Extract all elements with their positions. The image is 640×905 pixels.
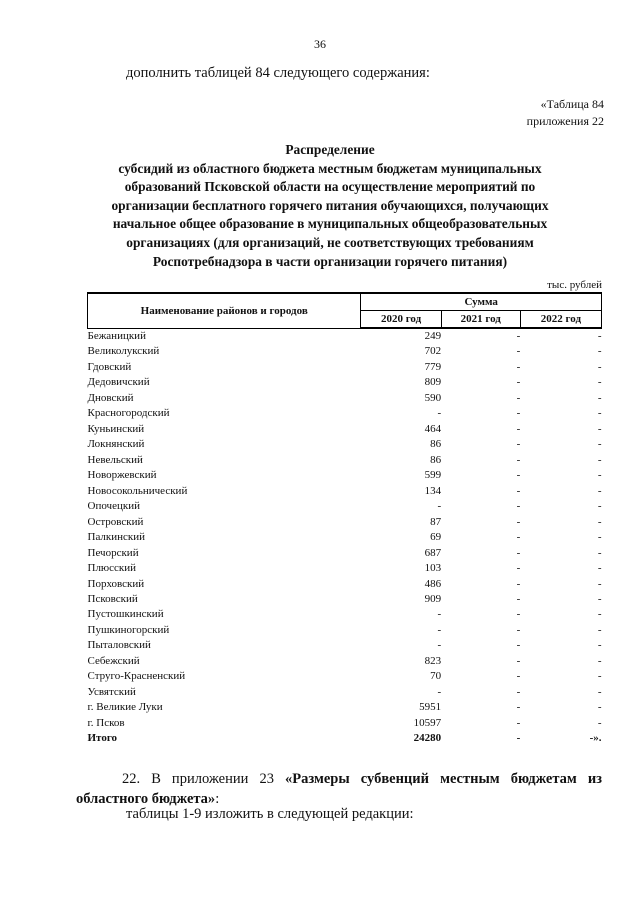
district-name-cell: Пушкиногорский	[87, 623, 170, 636]
value-2021-cell: -	[516, 639, 521, 652]
district-name-cell: Пустошкинский	[87, 608, 164, 621]
value-2020-cell: 103	[424, 562, 442, 575]
district-name-cell: Невельский	[87, 453, 143, 466]
value-2021-cell: -	[516, 360, 521, 373]
header-year-2020: 2020 год	[361, 311, 441, 329]
value-2020-cell: 69	[430, 531, 442, 544]
table-row	[88, 623, 602, 638]
value-2021-cell: -	[516, 562, 521, 575]
value-2022-cell: -	[597, 515, 602, 528]
table-body	[88, 328, 602, 747]
value-2020-cell: 86	[430, 438, 442, 451]
value-2020-cell: 10597	[413, 716, 442, 729]
value-2022-cell: -	[597, 345, 602, 358]
table-row	[88, 685, 602, 700]
title-line: Роспотребнадзора в части организации горячего питания)	[152, 253, 508, 269]
value-2021-cell: -	[516, 391, 521, 404]
value-2020-cell: 909	[424, 592, 442, 605]
district-name-cell: Струго-Красненский	[87, 670, 186, 683]
value-2022-cell: -	[597, 685, 602, 698]
table-row	[88, 484, 602, 499]
value-2020-cell: 687	[424, 546, 442, 559]
title-line: субсидий из областного бюджета местным бюджетам муниципальных	[118, 160, 542, 176]
district-name-cell: Великолукский	[87, 345, 160, 358]
table-row	[88, 607, 602, 622]
title-line: организациях (для организаций, не соответствующих требованиям	[126, 234, 534, 250]
value-2021-cell: -	[516, 654, 521, 667]
page-number: 36	[314, 37, 326, 51]
value-2021-cell: -	[516, 453, 521, 466]
value-2022-cell: -	[597, 623, 602, 636]
table-row	[88, 515, 602, 530]
value-2021-cell: -	[516, 623, 521, 636]
value-2022-cell: -	[597, 592, 602, 605]
document-title	[80, 141, 580, 271]
table-row	[88, 468, 602, 483]
table-reference-line: «Таблица 84	[540, 97, 604, 111]
district-name-cell: Себежский	[87, 654, 140, 667]
district-name-cell: Новосокольнический	[87, 484, 188, 497]
value-2021-cell: -	[516, 608, 521, 621]
value-2021-cell: -	[516, 500, 521, 513]
value-2020-cell: 70	[430, 670, 442, 683]
value-2020-cell: 134	[424, 484, 442, 497]
paragraph-22	[76, 769, 602, 809]
value-2021-cell: -	[516, 330, 521, 342]
title-line: организации бесплатного горячего питания обучающихся, получающих	[111, 197, 549, 213]
value-2022-cell: -	[597, 407, 602, 420]
value-2021-cell: -	[516, 484, 521, 497]
table-row	[88, 453, 602, 468]
value-2020-cell: 5951	[419, 701, 442, 714]
value-2021-cell: -	[516, 592, 521, 605]
district-name-cell: Красногородский	[87, 407, 170, 420]
header-year-2022: 2022 год	[520, 311, 601, 329]
value-2022-cell: -	[597, 546, 602, 559]
value-2022-cell: -	[597, 330, 602, 342]
table-row	[88, 669, 602, 684]
value-2021-cell: -	[516, 438, 521, 451]
value-2022-cell: -	[597, 670, 602, 683]
table-row	[88, 499, 602, 514]
district-name-cell: Бежаницкий	[87, 329, 146, 342]
value-2020-cell: 486	[424, 577, 442, 590]
district-name-cell: Дедовичский	[87, 376, 150, 389]
value-2020-cell: 599	[424, 469, 442, 482]
header-sum: Сумма	[361, 293, 602, 311]
paragraph-22-suffix: :	[215, 791, 220, 807]
value-2020-cell: 823	[424, 654, 442, 667]
district-name-cell: г. Великие Луки	[87, 701, 163, 714]
value-2020-cell: 86	[430, 453, 442, 466]
total-row	[88, 731, 602, 746]
district-name-cell: Островский	[87, 515, 144, 528]
district-name-cell: Гдовский	[87, 360, 132, 373]
value-2020-cell: 590	[424, 391, 442, 404]
value-2021-cell: -	[516, 685, 521, 698]
value-2021-cell: -	[516, 701, 521, 714]
paragraph-22-prefix: 22. В приложении 23	[122, 771, 286, 787]
value-2022-cell: -».	[589, 732, 602, 745]
value-2020-cell: 87	[430, 515, 442, 528]
table-reference-line: приложения 22	[526, 114, 604, 128]
district-name-cell: Порховский	[87, 577, 145, 590]
paragraph-22-bold: «Размеры субвенций местным бюджетам из областного бюджета»	[76, 771, 603, 807]
table-row	[88, 375, 602, 390]
district-name-cell: Локнянский	[87, 438, 145, 451]
district-name-cell: Усвятский	[87, 685, 136, 698]
value-2022-cell: -	[597, 608, 602, 621]
value-2020-cell: -	[437, 500, 442, 513]
district-name-cell: Плюсский	[87, 562, 137, 575]
value-2021-cell: -	[516, 515, 521, 528]
value-2020-cell: 702	[424, 345, 442, 358]
table-row	[88, 561, 602, 576]
value-2021-cell: -	[516, 422, 521, 435]
title-line: образований Псковской области на осуществление мероприятий по	[124, 179, 536, 195]
value-2022-cell: -	[597, 716, 602, 729]
value-2022-cell: -	[597, 469, 602, 482]
value-2020-cell: -	[437, 407, 442, 420]
value-2020-cell: -	[437, 623, 442, 636]
district-name-cell: Печорский	[87, 546, 139, 559]
value-2022-cell: -	[597, 701, 602, 714]
table-reference	[527, 96, 604, 130]
header-name: Наименование районов и городов	[88, 293, 361, 328]
value-2022-cell: -	[597, 453, 602, 466]
table-row	[88, 422, 602, 437]
table-row	[88, 700, 602, 715]
value-2022-cell: -	[597, 391, 602, 404]
value-2022-cell: -	[597, 376, 602, 389]
table-row	[88, 344, 602, 359]
value-2021-cell: -	[516, 531, 521, 544]
table-row	[88, 654, 602, 669]
value-2021-cell: -	[516, 577, 521, 590]
value-2021-cell: -	[516, 469, 521, 482]
table-row	[88, 546, 602, 561]
value-2022-cell: -	[597, 500, 602, 513]
district-name-cell: Новоржевский	[87, 469, 157, 482]
value-2020-cell: -	[437, 608, 442, 621]
district-name-cell: Куньинский	[87, 422, 145, 435]
value-2021-cell: -	[516, 546, 521, 559]
value-2022-cell: -	[597, 562, 602, 575]
value-2022-cell: -	[597, 484, 602, 497]
table-row	[88, 406, 602, 421]
value-2022-cell: -	[597, 438, 602, 451]
value-2021-cell: -	[516, 670, 521, 683]
value-2020-cell: -	[437, 639, 442, 652]
header-year-2021: 2021 год	[441, 311, 520, 329]
value-2021-cell: -	[516, 407, 521, 420]
value-2020-cell: 249	[424, 330, 442, 342]
title-line: начальное общее образование в муниципальных общеобразовательных	[112, 216, 548, 232]
district-name-cell: Псковский	[87, 592, 138, 605]
district-name-cell: Пыталовский	[87, 639, 151, 652]
units-label: тыс. рублей	[547, 279, 602, 291]
table-row	[88, 577, 602, 592]
district-name-cell: Дновский	[87, 391, 134, 404]
value-2020-cell: -	[437, 685, 442, 698]
table-row	[88, 530, 602, 545]
value-2021-cell: -	[516, 716, 521, 729]
value-2021-cell: -	[516, 345, 521, 358]
paragraph-23: таблицы 1-9 изложить в следующей редакции:	[126, 806, 414, 822]
value-2022-cell: -	[597, 360, 602, 373]
table-row	[88, 592, 602, 607]
value-2021-cell: -	[516, 376, 521, 389]
district-name-cell: Итого	[87, 732, 118, 745]
title-line: Распределение	[285, 142, 375, 157]
table-row	[88, 638, 602, 653]
table-row	[88, 360, 602, 375]
value-2020-cell: 464	[424, 422, 442, 435]
value-2022-cell: -	[597, 422, 602, 435]
district-name-cell: Опочецкий	[87, 500, 140, 513]
table-row	[88, 391, 602, 406]
value-2022-cell: -	[597, 577, 602, 590]
table-row	[88, 716, 602, 731]
value-2022-cell: -	[597, 639, 602, 652]
district-name-cell: г. Псков	[87, 716, 125, 729]
value-2022-cell: -	[597, 531, 602, 544]
intro-text: дополнить таблицей 84 следующего содержания:	[126, 65, 430, 81]
value-2020-cell: 779	[424, 360, 442, 373]
value-2020-cell: 809	[424, 376, 442, 389]
table-row	[88, 328, 602, 344]
table-row	[88, 437, 602, 452]
district-name-cell: Палкинский	[87, 531, 146, 544]
value-2020-cell: 24280	[413, 732, 442, 745]
distribution-table	[87, 292, 602, 747]
value-2022-cell: -	[597, 654, 602, 667]
value-2021-cell: -	[516, 732, 521, 745]
